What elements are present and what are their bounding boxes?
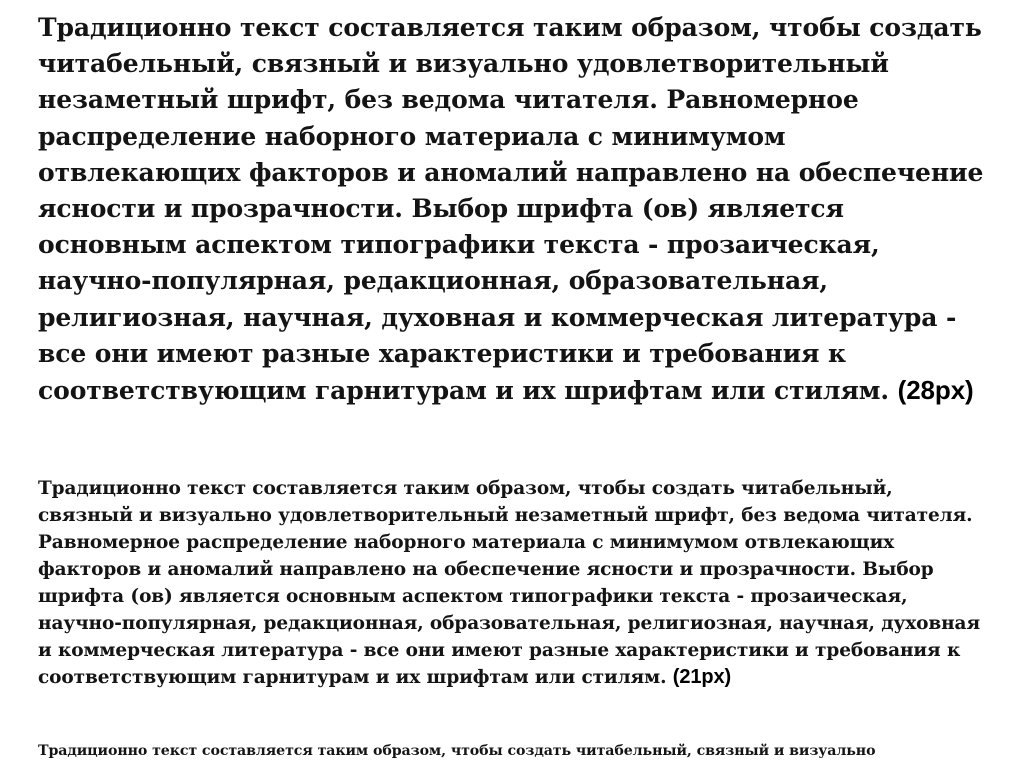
sample-text: Традиционно текст составляется таким образом, чтобы создать читабельный, связный и визуально удовлетворительный незаметный шрифт, без ведома читателя. Равномерное распределение наборного материала с минимумом отвлекающих факторов и аномалий направлено на обеспечение ясности и прозрачности. Выбор шрифта (ов) является основным аспектом типографики текста - прозаическая, научно-популярная, редакционная, образовательная, религиозная, научная, духовная и коммерческая литература - все они имеют разные характеристики и требования к соответствующим гарнитурам и их шрифтам или стилям. [38,478,981,688]
sample-text: Традиционно текст составляется таким образом, чтобы создать читабельный, связный и визуально [38,743,876,759]
size-label: (21px) [672,666,732,688]
size-label: (28px) [897,375,974,406]
text-sample-21px [38,475,983,691]
text-sample-28px [38,10,993,409]
text-sample-small [38,740,998,762]
sample-text: Традиционно текст составляется таким образом, чтобы создать читабельный, связный и визуально удовлетворительный незаметный шрифт, без ведома читателя. Равномерное распределение наборного материала с минимумом отвлекающих факторов и аномалий направлено на обеспечение ясности и прозрачности. Выбор шрифта (ов) является основным аспектом типографики текста - прозаическая, научно-популярная, редакционная, образовательная, религиозная, научная, духовная и коммерческая литература - все они имеют разные характеристики и требования к соответствующим гарнитурам и их шрифтам или стилям. [38,13,984,406]
